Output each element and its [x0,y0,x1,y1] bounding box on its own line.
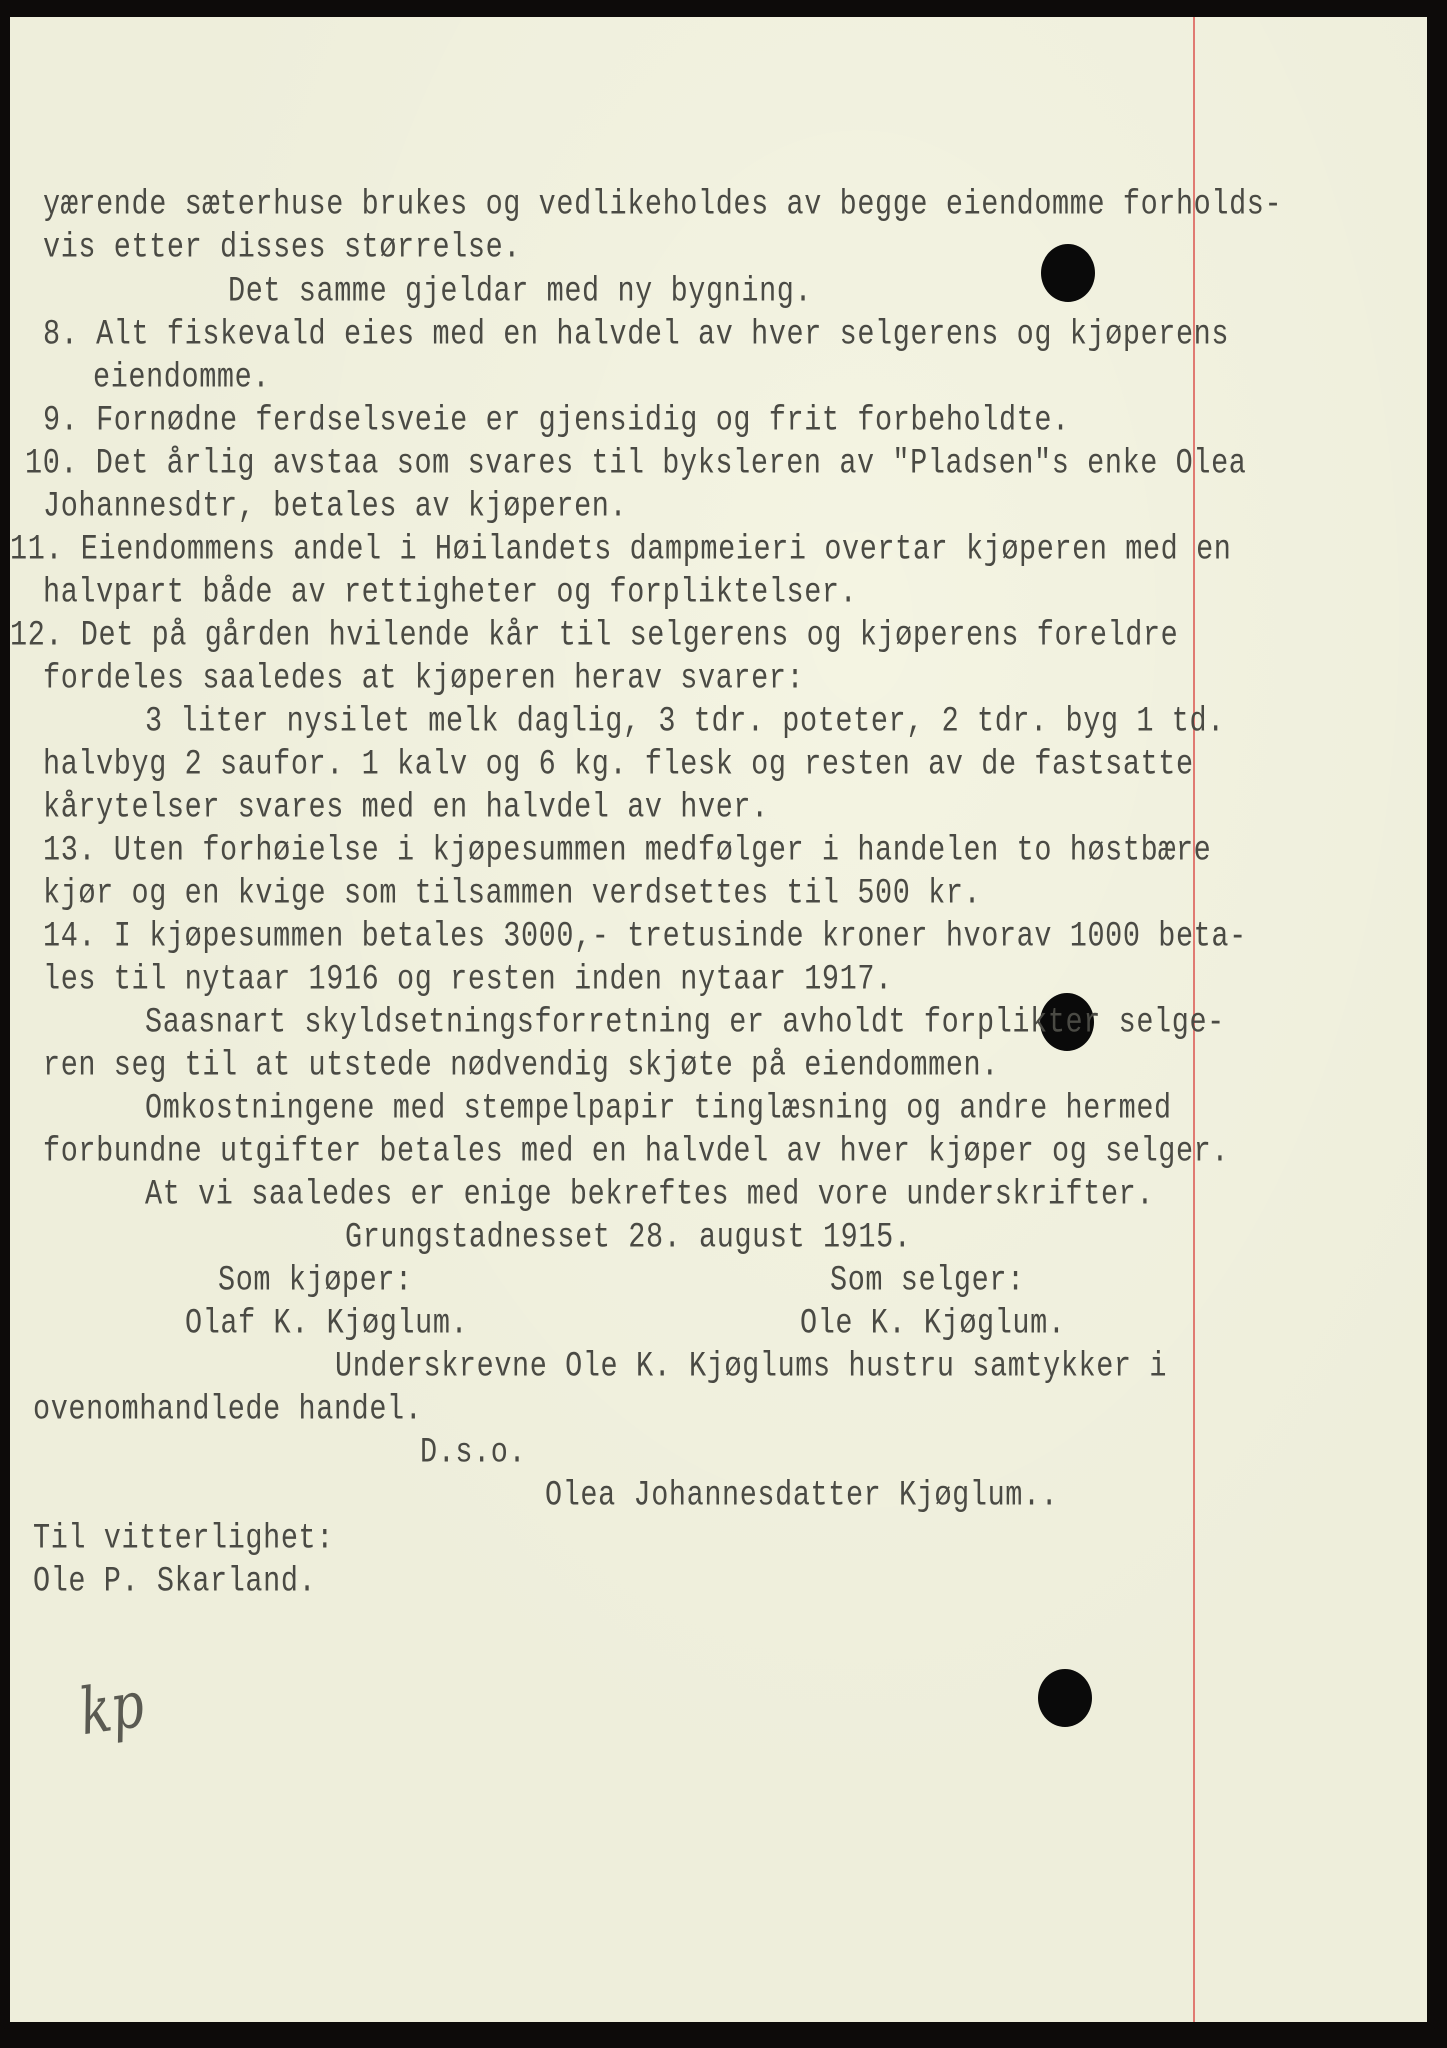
document-line: kjør og en kvige som tilsammen verdsettes til 500 kr. [43,873,982,914]
handwritten-initials: kp [75,1667,149,1751]
document-line: Saasnart skyldsetningsforretning er avholdt forplikter selge- [145,1002,1225,1043]
seller-name: Ole K. Kjøglum. [800,1303,1066,1344]
document-line: kårytelser svares med en halvdel av hver. [43,787,769,828]
punch-hole-icon [1038,1669,1092,1727]
document-line: Det samme gjeldar med ny bygning. [228,271,813,312]
document-line: halvpart både av rettigheter og forpliktelser. [43,572,858,613]
document-line: ren seg til at utstede nødvendig skjøte på eiendommen. [43,1045,999,1086]
document-line: 9. Fornødne ferdselsveie er gjensidig og frit forbeholdte. [43,400,1070,441]
document-line: 11. Eiendommens andel i Høilandets dampmeieri overtar kjøperen med en [10,529,1232,570]
document-line: At vi saaledes er enige bekreftes med vore underskrifter. [145,1174,1155,1215]
witness-name: Ole P. Skarland. [33,1561,317,1602]
document-line: 3 liter nysilet melk daglig, 3 tdr. poteter, 2 tdr. byg 1 td. [145,701,1225,742]
document-line: eiendomme. [93,357,271,398]
document-line: vis etter disses størrelse. [43,227,521,268]
document-line: 10. Det årlig avstaa som svares til byksleren av "Pladsen"s enke Olea [25,443,1247,484]
buyer-name: Olaf K. Kjøglum. [185,1303,469,1344]
buyer-label: Som kjøper: [218,1260,413,1301]
document-line: 13. Uten forhøielse i kjøpesummen medfølger i handelen to høstbære [43,830,1212,871]
document-line: 12. Det på gården hvilende kår til selgerens og kjøperens foreldre [10,615,1179,656]
document-line: 8. Alt fiskevald eies med en halvdel av hver selgerens og kjøperens [43,314,1230,355]
document-line: les til nytaar 1916 og resten inden nytaar 1917. [43,959,893,1000]
seller-label: Som selger: [830,1260,1025,1301]
punch-hole-icon [1041,244,1095,302]
wife-signature: Olea Johannesdatter Kjøglum.. [545,1475,1059,1516]
dso-text: D.s.o. [420,1432,527,1473]
document-line: Grungstadnesset 28. august 1915. [345,1217,912,1258]
document-line: 14. I kjøpesummen betales 3000,- tretusinde kroner hvorav 1000 beta- [43,916,1247,957]
document-line: Omkostningene med stempelpapir tinglæsning og andre hermed [145,1088,1172,1129]
document-line: forbundne utgifter betales med en halvdel av hver kjøper og selger. [43,1131,1230,1172]
document-line: halvbyg 2 saufor. 1 kalv og 6 kg. flesk og resten av de fastsatte [43,744,1194,785]
consent-line-2: ovenomhandlede handel. [33,1389,423,1430]
document-line: yærende sæterhuse brukes og vedlikeholdes av begge eiendomme forholds- [43,184,1283,225]
document-page [10,17,1427,2022]
document-line: Johannesdtr, betales av kjøperen. [43,486,628,527]
document-line: fordeles saaledes at kjøperen herav svarer: [43,658,805,699]
witness-label: Til vitterlighet: [33,1518,334,1559]
consent-line-1: Underskrevne Ole K. Kjøglums hustru samtykker i [335,1346,1168,1387]
